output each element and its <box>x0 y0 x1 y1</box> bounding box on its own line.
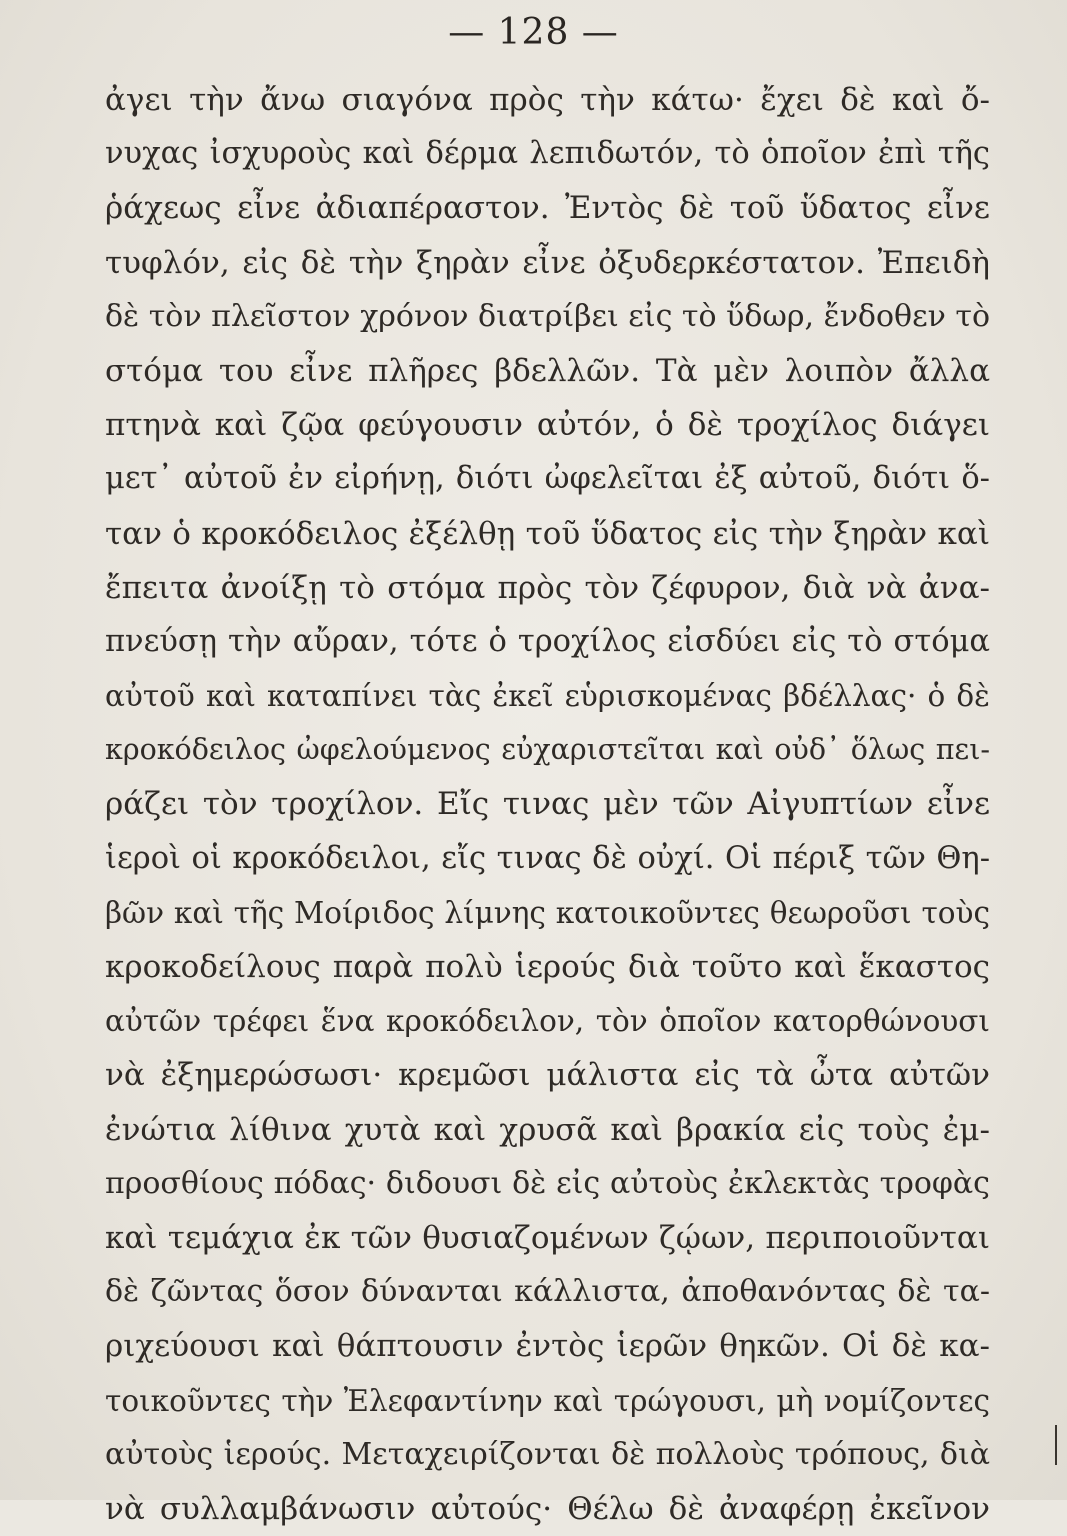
text-line: μετ᾽ αὐτοῦ ἐν εἰρήνῃ, διότι ὠφελεῖται ἐξ αὐτοῦ, διότι ὅ- <box>105 461 990 497</box>
text-line: ράζει τὸν τροχίλον. Εἴς τινας μὲν τῶν Αἰγυπτίων εἶνε <box>105 786 990 823</box>
text-line: δὲ τὸν πλεῖστον χρόνον διατρίβει εἰς τὸ ὕδωρ, ἔνδοθεν τὸ <box>105 298 990 334</box>
binding-edge-mark <box>1055 1425 1057 1465</box>
text-line: καὶ τεμάχια ἐκ τῶν θυσιαζομένων ζῴων, περιποιοῦνται <box>105 1219 990 1256</box>
text-line: νὰ συλλαμβάνωσιν αὐτούς· Θέλω δὲ ἀναφέρῃ ἐκεῖνον <box>105 1490 990 1527</box>
text-line: ριχεύουσι καὶ θάπτουσιν ἐντὸς ἱερῶν θηκῶν. Οἱ δὲ κα- <box>105 1328 990 1365</box>
text-line: προσθίους πόδας· διδουσι δὲ εἰς αὐτοὺς ἐκλεκτὰς τροφὰς <box>105 1165 990 1201</box>
text-line: αὐτοῦ καὶ καταπίνει τὰς ἐκεῖ εὑρισκομένας βδέλλας· ὁ δὲ <box>105 679 990 714</box>
text-line: νυχας ἰσχυροὺς καὶ δέρμα λεπιδωτόν, τὸ ὁποῖον ἐπὶ τῆς <box>105 136 990 172</box>
text-line: βῶν καὶ τῆς Μοίριδος λίμνης κατοικοῦντες θεωροῦσι τοὺς <box>105 895 990 930</box>
text-line: αὐτῶν τρέφει ἕνα κροκόδειλον, τὸν ὁποῖον κατορθώνουσι <box>105 1004 990 1039</box>
text-line: κροκοδείλους παρὰ πολὺ ἱερούς διὰ τοῦτο καὶ ἕκαστος <box>105 949 990 985</box>
text-line: στόμα του εἶνε πλῆρες βδελλῶν. Τὰ μὲν λοιπὸν ἄλλα <box>105 352 990 389</box>
text-line: πτηνὰ καὶ ζῷα φεύγουσιν αὐτόν, ὁ δὲ τροχίλος διάγει <box>105 407 990 444</box>
text-line: τοικοῦντες τὴν Ἐλεφαντίνην καὶ τρώγουσι, μὴ νομίζοντες <box>105 1383 990 1418</box>
text-line: ἱεροὶ οἱ κροκόδειλοι, εἴς τινας δὲ οὐχί. Οἱ πέριξ τῶν Θη- <box>105 840 990 876</box>
text-line: ῥάχεως εἶνε ἀδιαπέραστον. Ἐντὸς δὲ τοῦ ὕδατος εἶνε <box>105 190 990 227</box>
text-line: νὰ ἐξημερώσωσι· κρεμῶσι μάλιστα εἰς τὰ ὦτα αὐτῶν <box>105 1057 990 1094</box>
text-line: τυφλόν, εἰς δὲ τὴν ξηρὰν εἶνε ὀξυδερκέστατον. Ἐπειδὴ <box>105 244 990 281</box>
text-line: αὐτοὺς ἱερούς. Μεταχειρίζονται δὲ πολλοὺς τρόπους, διὰ <box>105 1436 990 1472</box>
text-line: ταν ὁ κροκόδειλος ἐξέλθῃ τοῦ ὕδατος εἰς τὴν ξηρὰν καὶ <box>105 515 990 552</box>
body-text <box>105 73 990 1536</box>
text-line: ἐνώτια λίθινα χυτὰ καὶ χρυσᾶ καὶ βρακία εἰς τοὺς ἐμ- <box>105 1111 990 1148</box>
text-line: ἔπειτα ἀνοίξῃ τὸ στόμα πρὸς τὸν ζέφυρον, διὰ νὰ ἀνα- <box>105 569 990 606</box>
page-number: — 128 — <box>448 12 619 53</box>
text-line: δὲ ζῶντας ὅσον δύνανται κάλλιστα, ἀποθανόντας δὲ τα- <box>105 1274 990 1310</box>
text-line: ἀγει τὴν ἄνω σιαγόνα πρὸς τὴν κάτω· ἔχει δὲ καὶ ὄ- <box>105 82 990 118</box>
text-line: πνεύσῃ τὴν αὔραν, τότε ὁ τροχίλος εἰσδύει εἰς τὸ στόμα <box>105 623 990 659</box>
text-line: κροκόδειλος ὠφελούμενος εὐχαριστεῖται καὶ οὐδ᾽ ὅλως πει- <box>105 733 990 767</box>
